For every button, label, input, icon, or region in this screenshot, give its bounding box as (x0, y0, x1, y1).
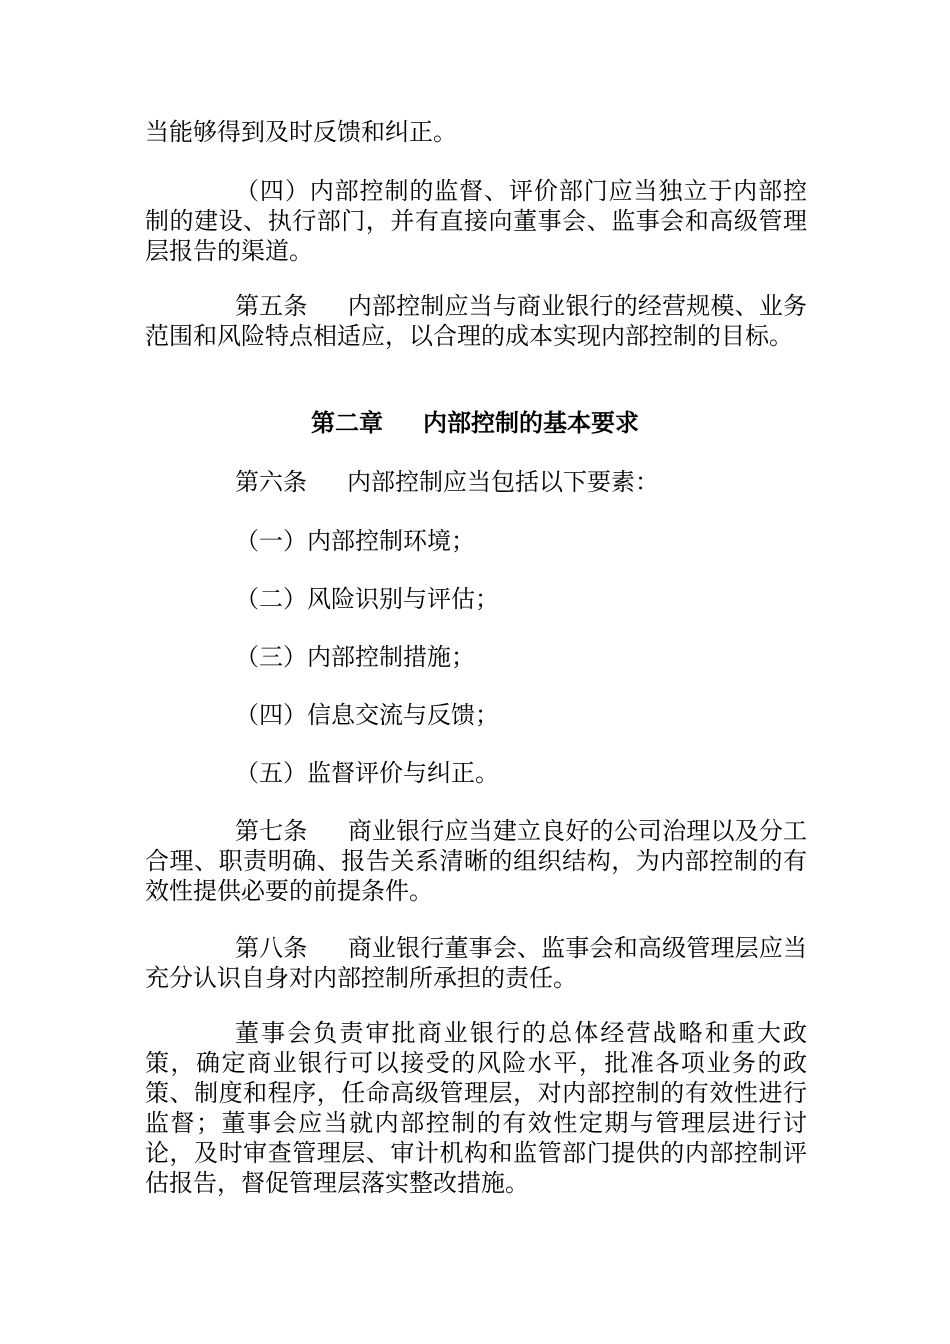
article-7-text: 商业银行应当建立良好的公司治理以及分工合理、职责明确、报告关系清晰的组织结构，为内部控制的有效性提供必要的前提条件。 (145, 817, 807, 905)
article-5-text: 内部控制应当与商业银行的经营规模、业务范围和风险特点相适应，以合理的成本实现内部控制的目标。 (145, 292, 807, 350)
paragraph-continuation: 当能够得到及时反馈和纠正。 (145, 118, 457, 146)
article-8-text: 商业银行董事会、监事会和高级管理层应当充分认识自身对内部控制所承担的责任。 (145, 934, 807, 992)
article-6-text: 内部控制应当包括以下要素： (347, 468, 659, 496)
article-7-label: 第七条 (235, 817, 308, 845)
article-8 (145, 933, 807, 993)
element-item-3: （三）内部控制措施； (235, 643, 475, 671)
chapter-2-title: 内部控制的基本要求 (423, 408, 639, 437)
article-5-label: 第五条 (235, 292, 308, 320)
article-5 (145, 291, 807, 351)
article-6-label: 第六条 (235, 468, 307, 496)
chapter-2-label: 第二章 (311, 408, 383, 437)
element-item-1: （一）内部控制环境； (235, 527, 475, 555)
article-6 (235, 467, 807, 497)
element-item-5: （五）监督评价与纠正。 (235, 759, 499, 787)
article-8-label: 第八条 (235, 934, 308, 962)
element-item-4: （四）信息交流与反馈； (235, 701, 499, 729)
paragraph-item-4: （四）内部控制的监督、评价部门应当独立于内部控制的建设、执行部门，并有直接向董事会、监事会和高级管理层报告的渠道。 (145, 177, 807, 265)
paragraph-board-duties: 董事会负责审批商业银行的总体经营战略和重大政策，确定商业银行可以接受的风险水平，批准各项业务的政策、制度和程序，任命高级管理层，对内部控制的有效性进行监督；董事会应当就内部控制的有效性定期与管理层进行讨论，及时审查管理层、审计机构和监管部门提供的内部控制评估报告，督促管理层落实整改措施。 (145, 1019, 807, 1197)
chapter-2-heading (0, 408, 950, 438)
element-item-2: （二）风险识别与评估； (235, 585, 499, 613)
article-7 (145, 816, 807, 906)
